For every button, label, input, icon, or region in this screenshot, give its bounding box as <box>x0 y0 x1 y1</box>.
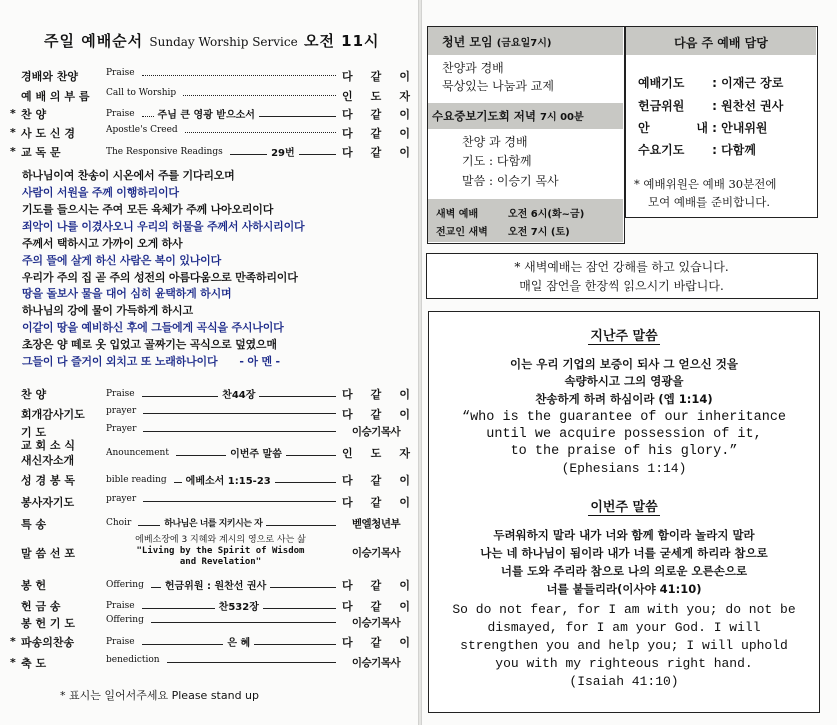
litany-line: 땅을 돌보사 물을 대어 심히 윤택하게 하시며 <box>22 287 232 300</box>
duty-key: 수요기도 <box>638 143 685 157</box>
stand-mark: * <box>10 107 16 120</box>
order-who: 다 같 이 <box>342 600 410 613</box>
order-who: 인 도 자 <box>342 90 410 103</box>
order-label: 기 도 <box>21 426 47 439</box>
order-who: 이승기목사 <box>351 547 401 559</box>
order-label: 축 도 <box>21 657 47 670</box>
order-who: 다 같 이 <box>342 474 410 487</box>
this-week-en-line: you with my righteous right hand. <box>495 656 753 671</box>
order-row-offering <box>10 577 410 593</box>
order-row-server-prayer <box>10 494 410 510</box>
wednesday-line: 말씀 : 이승기 목사 <box>462 174 559 188</box>
litany-line: 하나님의 강에 물이 가득하게 하시고 <box>22 304 193 317</box>
verses-box <box>428 311 820 713</box>
order-en: Praise <box>106 68 135 78</box>
this-week-heading <box>429 496 819 515</box>
order-mid: 이번주 말씀 <box>230 449 282 460</box>
order-who: 다 같 이 <box>342 108 410 121</box>
duty-key: 안 내 <box>638 121 708 135</box>
order-label: 헌 금 송 <box>21 600 61 613</box>
wednesday-line: 찬양 과 경배 <box>462 135 528 149</box>
order-row-creed <box>10 125 410 141</box>
title-kr: 주일 예배순서 <box>44 32 144 50</box>
duty-value: 원찬선 권사 <box>721 99 784 113</box>
order-row-special-song <box>10 516 406 532</box>
order-row-announcement <box>10 437 410 460</box>
sermon-title <box>108 535 333 568</box>
order-en: Offering <box>106 579 144 590</box>
order-label: 교 회 소 식 <box>21 439 75 452</box>
litany-line: 죄악이 나를 이겼사오니 우리의 허물을 주께서 사하시리이다 <box>22 220 305 233</box>
order-en: The Responsive Readings <box>106 146 223 157</box>
order-mid: 찬532장 <box>218 602 259 613</box>
order-mid: 찬44장 <box>222 390 256 401</box>
this-week-en-line: So do not fear, for I am with you; do not be <box>452 602 796 617</box>
meetings-box <box>427 26 625 244</box>
stand-mark: * <box>10 656 16 669</box>
order-en: Offering <box>106 615 144 625</box>
dawn-time: 오전 6시(화~금) <box>508 209 585 220</box>
this-week-en-line: strengthen you and help you; I will uphold <box>460 638 788 653</box>
youth-line: 묵상있는 나눔과 교제 <box>442 79 554 93</box>
order-who: 벧엘청년부 <box>351 518 401 530</box>
order-row-offering-prayer <box>10 615 406 631</box>
order-mid: 29번 <box>271 148 295 159</box>
title-en: Sunday Worship Service <box>149 35 298 49</box>
last-week-en-line: to the praise of his glory.” <box>510 444 738 459</box>
litany-line: 기도를 들으시는 주여 모든 육체가 주께 나아오리이다 <box>22 203 274 216</box>
dawn-label-2: 전교인 새벽 <box>436 227 488 238</box>
last-week-en-line: until we acquire possession of it, <box>486 427 762 442</box>
dawn-time-2: 오전 7시 (토) <box>508 227 570 238</box>
order-mid: 주님 큰 영광 받으소서 <box>157 110 255 121</box>
last-week-heading <box>429 325 819 344</box>
order-en: Prayer <box>106 424 137 434</box>
order-label: 찬 양 <box>21 108 47 121</box>
order-label: 말 씀 선 포 <box>21 547 75 560</box>
this-week-kr-line: 너를 도와 주리라 참으로 나의 의로운 오른손으로 <box>500 564 748 578</box>
duty-row: 예배기도 : 이재근 장로 <box>638 76 784 90</box>
order-label: 새신자소개 <box>21 454 75 467</box>
wednesday-header <box>428 103 623 129</box>
order-who: 다 같 이 <box>342 70 410 83</box>
order-row-benediction <box>10 655 406 671</box>
duty-row: 안 내 : 안내위원 <box>638 121 768 135</box>
order-row-newcomer <box>10 452 406 468</box>
order-en: prayer <box>106 406 137 416</box>
order-label: 예 배 의 부 름 <box>21 90 90 103</box>
sermon-title-kr: 에베소장에 3 지혜와 계시의 영으로 사는 삶 <box>135 535 306 545</box>
stand-mark: * <box>10 126 16 139</box>
next-week-box <box>625 26 818 218</box>
order-row-scripture-reading <box>10 472 410 488</box>
order-label: 특 송 <box>21 518 47 531</box>
litany-line: 하나님이여 찬송이 시온에서 주를 기다리오며 <box>22 169 235 182</box>
stand-up-note: * 표시는 일어서주세요 Please stand up <box>60 689 260 702</box>
duty-key: 헌금위원 <box>638 99 685 113</box>
order-mid: 헌금위원 : 원찬선 권사 <box>164 581 267 592</box>
duty-value: 이재근 장로 <box>721 76 784 90</box>
order-label: 봉 헌 기 도 <box>21 617 75 630</box>
duty-note: * 예배위원은 예배 30분전에 <box>634 177 777 191</box>
order-row-repentance-prayer <box>10 406 410 422</box>
wednesday-title: 수요중보기도회 저녁 <box>432 109 536 123</box>
duty-row: 헌금위원 : 원찬선 권사 <box>638 99 784 113</box>
dawn-notice-box <box>426 253 818 299</box>
order-who: 이승기목사 <box>351 617 401 629</box>
order-who: 다 같 이 <box>342 579 410 592</box>
order-who: 이승기목사 <box>351 657 401 669</box>
youth-title: 청년 모임 <box>442 35 493 49</box>
order-label: 회개감사기도 <box>21 408 85 421</box>
stand-mark: * <box>10 635 16 648</box>
order-who: 다 같 이 <box>342 408 410 421</box>
order-who: 인 도 자 <box>342 447 410 460</box>
next-week-title: 다음 주 예배 담당 <box>626 27 816 55</box>
order-label: 봉사자기도 <box>21 496 75 509</box>
duty-row: 수요기도 : 다함께 <box>638 143 756 157</box>
order-who: 다 같 이 <box>342 496 410 509</box>
order-mid: 은 혜 <box>227 638 251 649</box>
order-title <box>44 30 380 51</box>
order-mid: 하나님은 너를 지키시는 자 <box>164 519 263 529</box>
order-row-hymn-2 <box>10 386 410 402</box>
order-row-hymn <box>10 106 410 122</box>
order-en: Choir <box>106 517 132 528</box>
sermon-title-en: "Living by the Spirit of Wisdom <box>136 546 305 556</box>
this-week-kr-line: 나는 네 하나님이 됨이라 내가 너를 굳세게 하리라 참으로 <box>480 546 768 560</box>
order-en: bible reading <box>106 474 167 485</box>
order-label: 교 독 문 <box>21 146 61 159</box>
order-who: 다 같 이 <box>342 127 410 140</box>
litany-line: 주의 뜰에 살게 하신 사람은 복이 있나이다 <box>22 254 222 267</box>
last-week-kr-line: 속량하시고 그의 영광을 <box>564 374 684 388</box>
right-page <box>422 0 837 725</box>
order-en: Call to Worship <box>106 88 177 98</box>
litany-line: 이같이 땅을 예비하신 후에 그들에게 곡식을 주시나이다 <box>22 321 284 334</box>
litany-line <box>22 353 280 369</box>
order-row-responsive-reading <box>10 144 410 160</box>
dawn-notice-line-2: 매일 잠언을 한장씩 읽으시기 바랍니다. <box>519 279 724 293</box>
order-en: Praise <box>106 108 135 119</box>
order-row-offering-hymn <box>10 598 410 614</box>
order-row-call-to-worship <box>10 88 410 104</box>
order-row-sending-hymn <box>10 634 410 650</box>
amen: - 아 멘 - <box>239 355 280 368</box>
order-en: Apostle's Creed <box>106 125 178 135</box>
duty-value: 안내위원 <box>721 121 768 135</box>
litany-line: 우리가 주의 집 곧 주의 성전의 아름다움으로 만족하리이다 <box>22 271 298 284</box>
litany-last: 그들이 다 즐거이 외치고 또 노래하나이다 <box>22 355 218 368</box>
order-label: 봉 헌 <box>21 579 47 592</box>
wednesday-time: 7시 00분 <box>540 112 584 123</box>
order-mid: 에베소서 1:15-23 <box>185 476 271 487</box>
litany-line: 초장은 양 떼로 옷 입었고 골짜기는 곡식으로 덮였으매 <box>22 338 277 351</box>
order-en: Praise <box>106 636 135 647</box>
order-en: prayer <box>106 494 137 504</box>
litany-line: 주께서 택하시고 가까이 오게 하사 <box>22 237 183 250</box>
this-week-heading-text: 이번주 말씀 <box>590 500 658 515</box>
order-who: 다 같 이 <box>342 636 410 649</box>
youth-time: (금요일7시) <box>496 38 552 49</box>
stand-mark: * <box>10 145 16 158</box>
order-who: 다 같 이 <box>342 388 410 401</box>
title-time: 오전 11시 <box>303 32 380 50</box>
this-week-kr-line: 너를 붙들리라(이사야 41:10) <box>546 582 702 596</box>
last-week-heading-text: 지난주 말씀 <box>590 329 658 344</box>
order-en: Praise <box>106 600 135 611</box>
youth-line: 찬양과 경배 <box>442 61 504 75</box>
order-label: 사 도 신 경 <box>21 127 75 140</box>
sermon-title-en-2: and Revelation" <box>179 557 262 567</box>
last-week-kr-line: 이는 우리 기업의 보증이 되사 그 얻으신 것을 <box>510 357 738 371</box>
order-label: 찬 양 <box>21 388 47 401</box>
dawn-notice-line: * 새벽예배는 잠언 강해를 하고 있습니다. <box>514 260 729 274</box>
duty-value: 다함께 <box>721 143 756 157</box>
order-label: 경배와 찬양 <box>21 70 78 83</box>
duty-key: 예배기도 <box>638 76 685 90</box>
last-week-en-line: “who is the guarantee of our inheritance <box>461 410 787 425</box>
this-week-en-line: dismayed, for I am your God. I will <box>487 620 761 635</box>
youth-header <box>428 27 623 55</box>
litany-line: 사람이 서원을 주께 이행하리이다 <box>22 186 179 199</box>
order-en: benediction <box>106 655 160 665</box>
last-week-kr-line: 찬송하게 하려 하심이라 (엡 1:14) <box>535 392 713 406</box>
order-who: 이승기목사 <box>351 426 401 438</box>
duty-note-2: 모여 예배를 준비합니다. <box>648 195 771 209</box>
dawn-label: 새벽 예배 <box>436 209 479 220</box>
order-en: Praise <box>106 388 135 399</box>
order-en: Anouncement <box>106 447 169 458</box>
order-who: 다 같 이 <box>342 146 410 159</box>
dawn-band <box>428 199 623 242</box>
order-label: 파송의찬송 <box>21 636 75 649</box>
wednesday-line: 기도 : 다함께 <box>462 154 532 168</box>
this-week-ref: (Isaiah 41:10) <box>569 674 679 689</box>
this-week-kr-line: 두려워하지 말라 내가 너와 함께 함이라 놀라지 말라 <box>493 528 755 542</box>
order-row-praise <box>10 68 410 84</box>
last-week-ref: (Ephesians 1:14) <box>561 461 687 476</box>
order-label: 성 경 봉 독 <box>21 474 75 487</box>
